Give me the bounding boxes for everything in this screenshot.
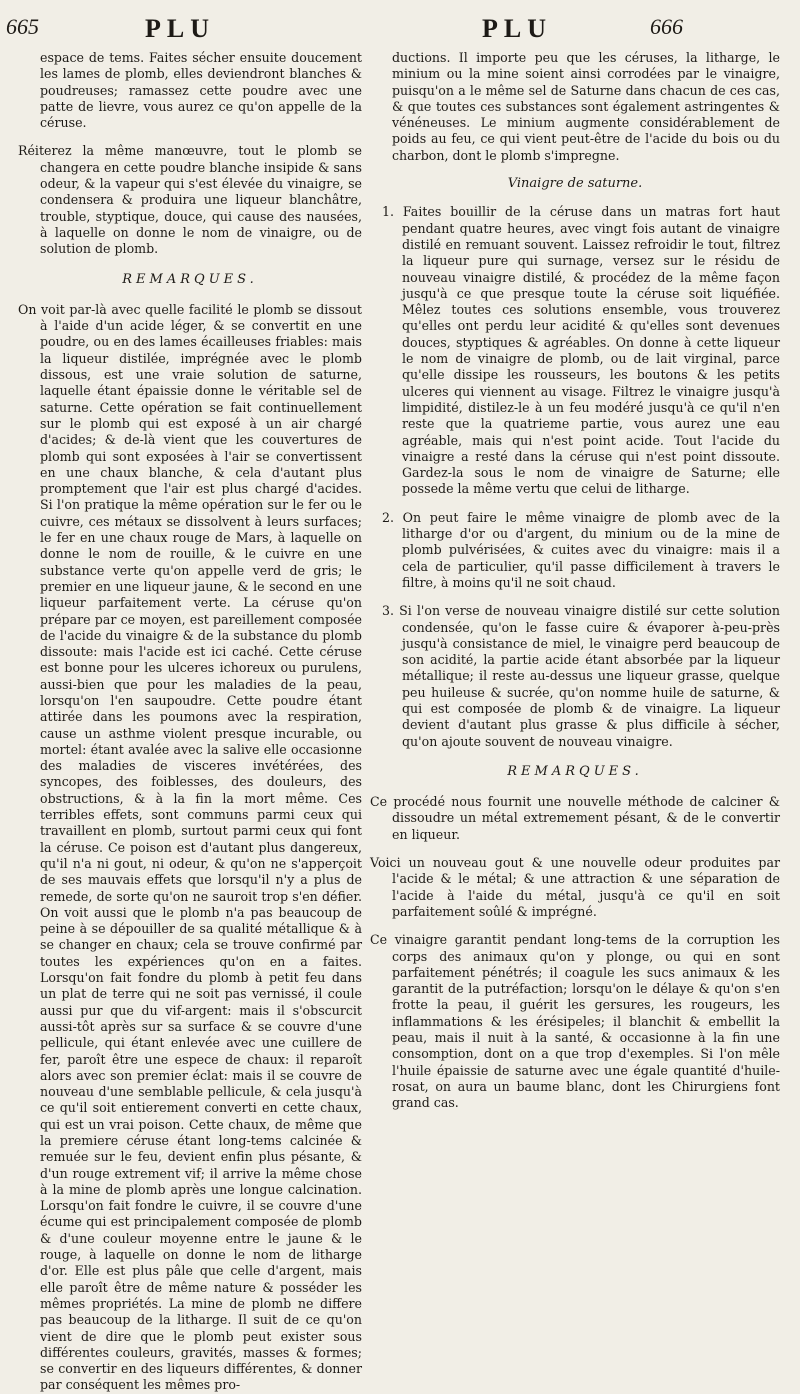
right-column xyxy=(370,50,780,1200)
left-section-heading: REMARQUES. xyxy=(122,271,258,287)
left-headword: PLU xyxy=(145,14,215,43)
right-paragraph-1: ductions. Il importe peu que les céruses, la litharge, le minium ou la mine soient ainsi corrodées par le vinaigre, puisqu'on a le même sel de Saturne dans chacun de ces cas, & que toutes ces substances sont également astringentes & vénéneuses. Le minium augmente considérablement de poids au feu, ce qui vient peut-être de l'acide du bois ou du charbon, dont le plomb s'impregne. xyxy=(392,50,780,163)
left-paragraph-1: espace de tems. Faites sécher ensuite doucement les lames de plomb, elles deviendront blanches & poudreuses; ramassez cette poudre avec une patte de lievre, vous aurez ce qu'on appelle de la céruse. xyxy=(40,50,362,131)
numbered-item-2: 2. On peut faire le même vinaigre de plomb avec de la litharge d'or ou d'argent, du minium ou de la mine de plomb pulvérisées, & cuites avec du vinaigre: mais il a cela de particulier, qu'il passe difficilement à travers le filtre, à moins qu'il ne soit chaud. xyxy=(382,509,780,590)
right-section-heading: REMARQUES. xyxy=(507,763,643,779)
numbered-item-1: 1. Faites bouillir de la céruse dans un matras fort haut pendant quatre heures, avec vingt fois autant de vinaigre distilé en remuant souvent. Laissez refroidir le tout, filtrez la liqueur pure qui surnage, versez sur le résidu de nouveau vinaigre distilé, & procédez de la même façon jusqu'à ce que presque toute la céruse soit liquéfiée. Mêlez toutes ces solutions ensemble, vous trouverez qu'elles ont perdu leur acidité & qu'elles sont devenues douces, styptiques & agréables. On donne à cette liqueur le nom de vinaigre de plomb, ou de lait virginal, parce qu'elle dissipe les rousseurs, les boutons & les petits ulceres qui viennent au visage. Filtrez le vinaigre jusqu'à limpidité, distilez-le à un feu modéré jusqu'à ce qu'il n'en reste que la quatrieme partie, vous aurez une eau agréable, mais qui n'est point acide. Tout l'acide du vinaigre a resté dans la céruse qui n'est point dissoute. Gardez-la sous le nom de vinaigre de Saturne; elle possede la même vertu que celui de litharge. xyxy=(382,204,780,497)
right-paragraph-4: Ce vinaigre garantit pendant long-tems de la corruption les corps des animaux qu'on y plonge, ou qui en sont parfaitement pénétrés; il coagule les sucs animaux & les garantit de la putréfaction; lorsqu'on le délaye & qu'on s'en frotte la peau, il guérit les gersures, les rougeurs, les inflammations & les érésipeles; il blanchit & embellit la peau, mais il nuit à la santé, & occasionne à la fin une consomption, dont on a que trop d'exemples. Si l'on mêle l'huile épaissie de saturne avec une égale quantité d'huile-rosat, on aura un baume blanc, dont les Chirurgiens font grand cas. xyxy=(370,932,780,1111)
left-page-number: 665 xyxy=(6,14,39,39)
left-column xyxy=(18,50,362,1393)
left-paragraph-2: Réiterez la même manœuvre, tout le plomb se changera en cette poudre blanche insipide & sans odeur, & la vapeur qui s'est élevée du vinaigre, se condensera & produira une liqueur blanchâtre, trouble, styptique, douce, qui cause des nausées, à laquelle on donne le nom de vinaigre, ou de solution de plomb. xyxy=(18,143,362,257)
right-headword: PLU xyxy=(482,14,552,43)
numbered-item-3: 3. Si l'on verse de nouveau vinaigre distilé sur cette solution condensée, qu'on le fasse cuire & évaporer à-peu-près jusqu'à consistance de miel, le vinaigre perd beaucoup de son acidité, la partie acide étant absorbée par la liqueur métallique; il reste au-dessus une liqueur grasse, quelque peu huileuse & sucrée, qu'on nomme huile de saturne, & qui est composée de plomb & de vinaigre. La liqueur devient d'autant plus grasse & plus difficile à sécher, qu'on ajoute souvent de nouveau vinaigre. xyxy=(382,603,780,749)
right-paragraph-2: Ce procédé nous fournit une nouvelle méthode de calciner & dissoudre un métal extremement pésant, & de le convertir en liqueur. xyxy=(370,794,780,842)
right-page-number: 666 xyxy=(650,14,683,39)
left-paragraph-3: On voit par-là avec quelle facilité le plomb se dissout à l'aide d'un acide léger, & se convertit en une poudre, ou en des lames écailleuses friables: mais la liqueur distilée, imprégnée avec le plomb dissous, est une vraie solution de saturne, laquelle étant épaissie donne le véritable sel de saturne. Cette opération se fait continuellement sur le plomb qui est exposé à un air chargé d'acides; & de-là vient que les couvertures de plomb qui sont exposées à l'air se convertissent en une chaux blanche, & cela d'autant plus promptement que l'air est plus chargé d'acides. Si l'on pratique la même opération sur le fer ou le cuivre, ces métaux se dissolvent à leurs surfaces; le fer en une chaux rouge de Mars, à laquelle on donne le nom de rouille, & le cuivre en une substance verte qu'on appelle verd de gris; le premier en une liqueur jaune, & le second en une liqueur parfaitement verte. La céruse qu'on prépare par ce moyen, est pareillement composée de l'acide du vinaigre & de la substance du plomb dissoute: mais l'acide est ici caché. Cette céruse est bonne pour les ulceres ichoreux ou purulens, aussi-bien que pour les maladies de la peau, lorsqu'on l'en saupoudre. Cette poudre étant attirée dans les poumons avec la respiration, cause un asthme violent presque incurable, ou mortel: étant avalée avec la salive elle occasionne des maladies de visceres invétérées, des syncopes, des foiblesses, des douleurs, des obstructions, & à la fin la mort même. Ces terribles effets, sont communs parmi ceux qui travaillent en plomb, surtout parmi ceux qui font la céruse. Ce poison est d'autant plus dangereux, qu'il n'a ni gout, ni odeur, & qu'on ne s'apperçoit de ses mauvais effets que lorsqu'il n'y a plus de remede, de sorte qu'on ne sauroit trop s'en défier. On voit aussi que le plomb n'a pas beaucoup de peine à se dépouiller de sa qualité métallique & à se changer en chaux; cela se trouve confirmé par toutes les expériences qu'on en a faites. Lorsqu'on fait fondre du plomb à petit feu dans un plat de terre qui ne soit pas vernissé, il coule aussi pur que du vif-argent: mais il s'obscurcit aussi-tôt après sur sa surface & se couvre d'une pellicule, qui étant enlevée avec une cuillere de fer, paroît être une espece de chaux: il reparoît alors avec son premier éclat: mais il se couvre de nouveau d'une semblable pellicule, & cela jusqu'à ce qu'il soit entierement converti en cette chaux, qui est un vrai poison. Cette chaux, de même que la premiere céruse étant long-tems calcinée & remuée sur le feu, devient enfin plus pésante, & d'un rouge extrement vif; il arrive la même chose à la mine de plomb après une longue calcination. Lorsqu'on fait fondre le cuivre, il se couvre d'une écume qui est principalement composée de plomb & d'une couleur moyenne entre le jaune & le rouge, à laquelle on donne le nom de litharge d'or. Elle est plus pâle que celle d'argent, mais elle paroît être de même nature & posséder les mêmes propriétés. La mine de plomb ne differe pas beaucoup de la litharge. Il suit de ce qu'on vient de dire que le plomb peut exister sous différentes couleurs, gravités, masses & formes; se convertir en des liqueurs différentes, & donner par conséquent les mêmes pro- xyxy=(18,301,362,1393)
right-subheading: Vinaigre de saturne. xyxy=(507,176,643,192)
right-paragraph-3: Voici un nouveau gout & une nouvelle odeur produites par l'acide & le métal; & une attraction & une séparation de l'acide à l'aide du métal, jusqu'à ce qu'il en soit parfaitement soûlé & imprégné. xyxy=(370,855,780,919)
